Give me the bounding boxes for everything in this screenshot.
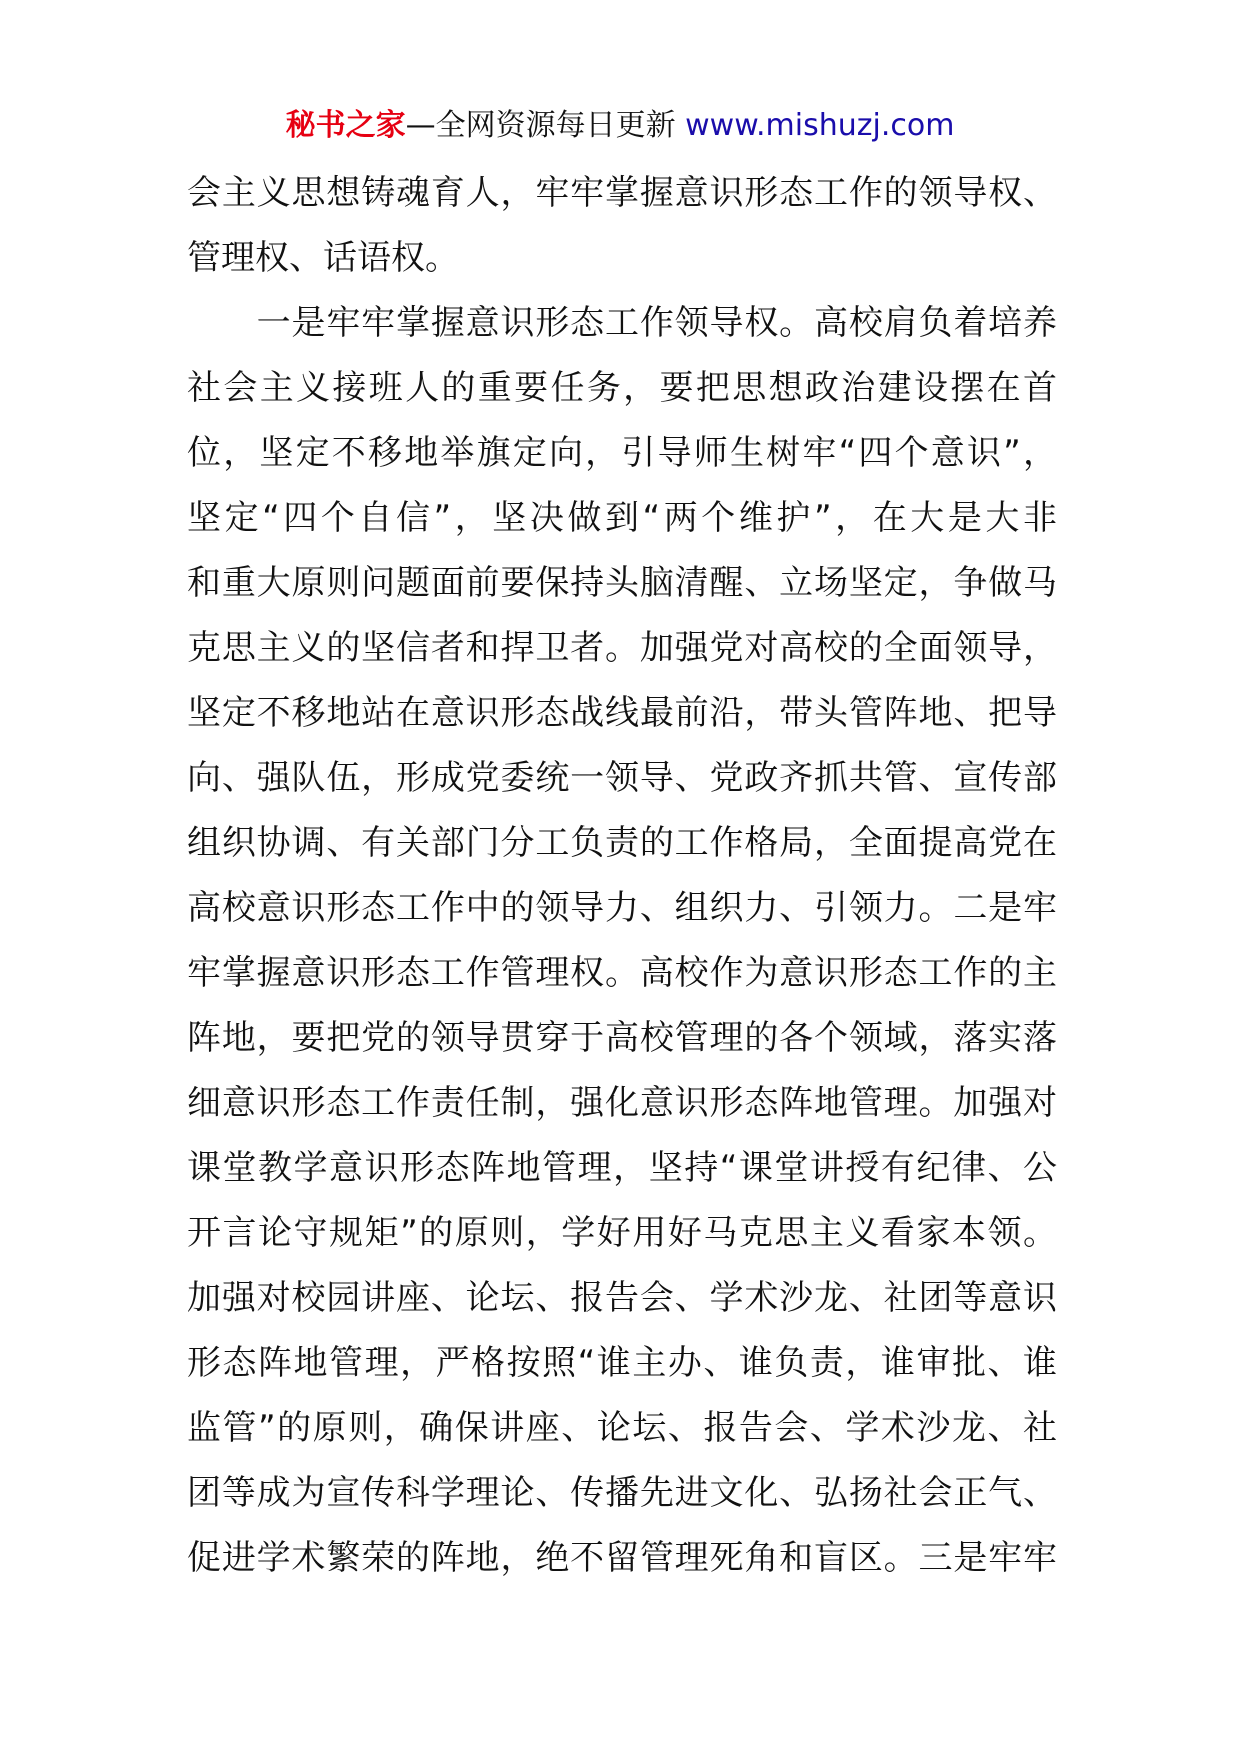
text-line: 促进学术繁荣的阵地，绝不留管理死角和盲区。三是牢牢 [187, 1538, 1057, 1578]
header-brand: 秘书之家 [285, 108, 406, 143]
text-line: 细意识形态工作责任制，强化意识形态阵地管理。加强对 [187, 1083, 1057, 1123]
text-line: 向、强队伍，形成党委统一领导、党政齐抓共管、宣传部 [187, 758, 1057, 798]
text-line: 加强对校园讲座、论坛、报告会、学术沙龙、社团等意识 [187, 1278, 1057, 1318]
text-line: 监管”的原则，确保讲座、论坛、报告会、学术沙龙、社 [187, 1408, 1057, 1448]
text-line: 组织协调、有关部门分工负责的工作格局，全面提高党在 [187, 823, 1057, 863]
text-line: 会主义思想铸魂育人，牢牢掌握意识形态工作的领导权、 [187, 173, 1057, 213]
text-line: 和重大原则问题面前要保持头脑清醒、立场坚定，争做马 [187, 563, 1057, 603]
text-line: 开言论守规矩”的原则，学好用好马克思主义看家本领。 [187, 1213, 1057, 1253]
text-line: 管理权、话语权。 [187, 238, 459, 278]
text-line: 克思主义的坚信者和捍卫者。加强党对高校的全面领导， [187, 628, 1057, 668]
text-line: 牢掌握意识形态工作管理权。高校作为意识形态工作的主 [187, 953, 1057, 993]
text-line: 高校意识形态工作中的领导力、组织力、引领力。二是牢 [187, 888, 1057, 928]
text-line: 位，坚定不移地举旗定向，引导师生树牢“四个意识”， [187, 433, 1057, 473]
text-line: 阵地，要把党的领导贯穿于高校管理的各个领域，落实落 [187, 1018, 1057, 1058]
text-line: 坚定不移地站在意识形态战线最前沿，带头管阵地、把导 [187, 693, 1057, 733]
text-line: 社会主义接班人的重要任务，要把思想政治建设摆在首 [187, 368, 1057, 408]
page-header [0, 104, 1240, 148]
text-line: 形态阵地管理，严格按照“谁主办、谁负责，谁审批、谁 [187, 1343, 1057, 1383]
text-line: 课堂教学意识形态阵地管理，坚持“课堂讲授有纪律、公 [187, 1148, 1057, 1188]
body-text [187, 161, 1057, 1591]
header-url-link[interactable]: www.mishuzj.com [685, 108, 955, 143]
text-line: 坚定“四个自信”，坚决做到“两个维护”，在大是大非 [187, 498, 1057, 538]
text-line: 团等成为宣传科学理论、传播先进文化、弘扬社会正气、 [187, 1473, 1057, 1513]
header-tagline: —全网资源每日更新 [405, 108, 686, 143]
text-line: 一是牢牢掌握意识形态工作领导权。高校肩负着培养 [187, 303, 1057, 343]
